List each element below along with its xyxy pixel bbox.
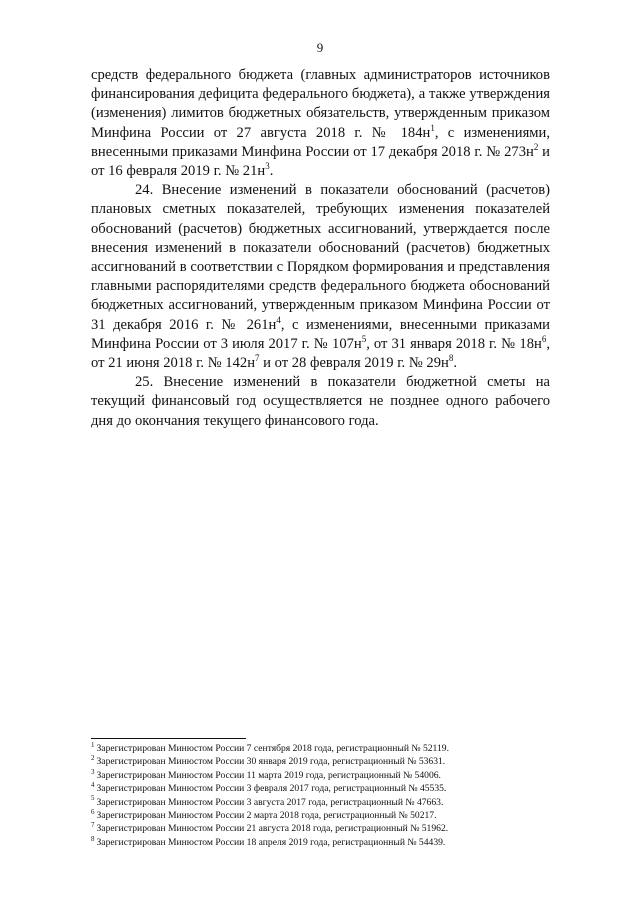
footnote-ref: 2 (533, 141, 539, 152)
paragraph-text: , с изменениями, внесенными приказами Минфина России от 3 июля 2017 г. № 107н (91, 316, 550, 352)
paragraph-text: 24. Внесение изменений в показатели обоснований (расчетов) плановых сметных показателей, требующих изменения показателей обоснований (расчетов) бюджетных ассигнований, утверждается после внесения изменений в показатели обоснований (расчетов) бюджетных ассигнований в соответствии с Порядком формирования и представления главными распорядителями средств федерального бюджета обоснований бюджетных ассигнований, утвержденным приказом Минфина России от 31 декабря 2016 г. № 261н (91, 182, 550, 333)
page-number: 9 (316, 40, 324, 55)
footnote-text: Зарегистрирован Минюстом России 7 сентября 2018 года, регистрационный № 52119. (96, 743, 449, 754)
footnote-number: 5 (91, 794, 95, 803)
body-text (91, 66, 550, 431)
footnote-text: Зарегистрирован Минюстом России 3 августа 2017 года, регистрационный № 47663. (96, 796, 444, 808)
footnote-5 (91, 796, 561, 809)
footnote-text: Зарегистрирован Минюстом России 30 января 2019 года, регистрационный № 53631. (96, 756, 446, 768)
paragraph-text: , от 21 июня 2018 г. № 142н (91, 335, 550, 372)
footnote-6 (91, 809, 561, 822)
footnote-ref: 1 (430, 122, 435, 133)
footnote-number: 4 (91, 781, 95, 790)
footnote-ref: 8 (448, 353, 454, 364)
footnote-text: Зарегистрирован Минюстом России 11 марта 2019 года, регистрационный № 54006. (96, 769, 441, 781)
footnotes (91, 742, 561, 849)
footnote-text: Зарегистрирован Минюстом России 3 февраля 2017 года, регистрационный № 45535. (96, 783, 447, 795)
footnote-7 (91, 822, 561, 835)
paragraph-text: . (453, 355, 457, 372)
footnote-divider (91, 738, 246, 739)
footnote-text: Зарегистрирован Минюстом России 21 августа 2018 года, регистрационный № 51962. (96, 823, 449, 835)
footnote-text: Зарегистрирован Минюстом России 18 апреля 2019 года, регистрационный № 54439. (96, 836, 446, 848)
paragraph-24 (91, 181, 550, 373)
footnote-4 (91, 782, 561, 795)
paragraph-25 (91, 373, 550, 431)
footnote-number: 6 (91, 807, 95, 816)
footnote-number: 3 (91, 767, 95, 776)
paragraph-text: , от 31 января 2018 г. № 18н (366, 335, 542, 352)
paragraph-continuation (91, 66, 550, 181)
paragraph-text: , с изменениями, внесенными приказами Минфина России от 17 декабря 2018 г. № 273н (91, 124, 550, 160)
paragraph-text: и от 16 февраля 2019 г. № 21н (91, 143, 550, 180)
footnote-number: 8 (91, 834, 95, 843)
footnote-8 (91, 836, 561, 849)
paragraph-text: и от 28 февраля 2019 г. № 29н (259, 355, 449, 372)
footnote-number: 2 (91, 754, 95, 763)
paragraph-text: средств федерального бюджета (главных администраторов источников финансирования дефицита федерального бюджета), а также утверждения (изменения) лимитов бюджетных обязательств, утвержденным приказом Минфина России от 27 августа 2018 г. № 184н (91, 67, 550, 141)
footnote-text: Зарегистрирован Минюстом России 2 марта 2018 года, регистрационный № 50217. (96, 810, 437, 822)
footnote-ref: 3 (265, 161, 270, 172)
paragraph-text: . (269, 163, 274, 180)
paragraph-text: 25. Внесение изменений в показатели бюджетной сметы на текущий финансовый год осуществляется не позднее одного рабочего дня до окончания текущего финансового года. (91, 374, 550, 429)
footnote-ref: 5 (361, 333, 367, 344)
footnote-3 (91, 769, 561, 782)
footnote-number: 1 (91, 740, 95, 749)
footnote-ref: 4 (276, 314, 281, 325)
footnote-ref: 7 (255, 353, 260, 364)
footnote-ref: 6 (541, 333, 547, 344)
footnote-1 (91, 742, 561, 755)
footnote-number: 7 (91, 821, 95, 830)
footnote-2 (91, 755, 561, 768)
